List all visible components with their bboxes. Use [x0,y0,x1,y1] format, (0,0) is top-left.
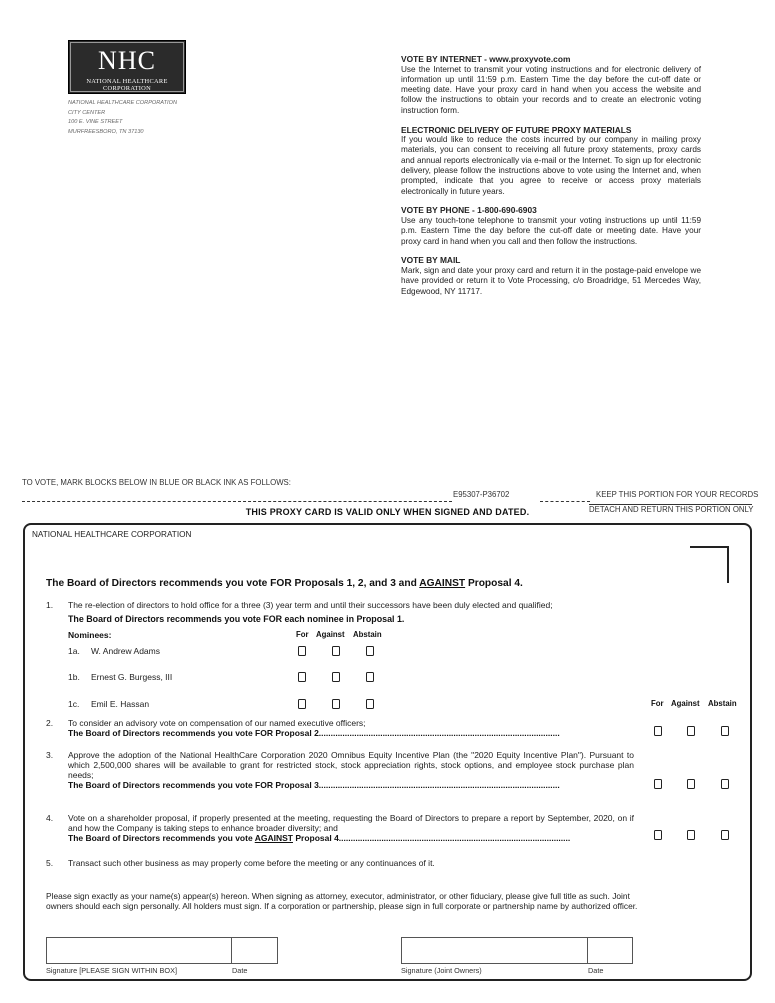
address-line: NATIONAL HEALTHCARE CORPORATION [68,100,177,106]
proposal-4-number: 4. [46,813,54,823]
right-col-against: Against [671,699,700,708]
address-line: MURFREESBORO, TN 37130 [68,128,144,135]
p4-rec-post: Proposal 4.................................................................................................. [292,833,571,843]
col-abstain: Abstain [353,630,382,639]
logo-main-text: NHC [98,46,156,75]
proposal-2-number: 2. [46,718,54,728]
headline-against: AGAINST [419,578,466,589]
logo-sub-text: NATIONAL HEALTHCARE CORPORATION [86,78,168,92]
corner-mark [690,546,729,583]
voting-instructions [401,54,701,305]
address-line: 100 E. VINE STREET [68,119,123,126]
proposal-2-for-checkbox[interactable] [654,726,662,736]
col-against: Against [316,630,345,639]
proposal-2-recommendation: The Board of Directors recommends you vote FOR Proposal 2...................................................................................................... [68,728,560,738]
proposal-3-recommendation: The Board of Directors recommends you vote FOR Proposal 3...................................................................................................... [68,780,560,790]
proposal-4-text: Vote on a shareholder proposal, if properly presented at the meeting, requesting the Board of Directors to prepare a report by September, 2020, on if and how the Company is taking steps to enhance broader diversity; and [68,813,634,834]
proposal-1-number: 1. [46,600,54,610]
vote-by-phone [401,205,701,246]
proposal-3-number: 3. [46,750,54,760]
right-col-for: For [651,699,664,708]
board-recommendation [46,578,523,589]
p4-rec-against: AGAINST [254,833,293,843]
instruction-title: VOTE BY INTERNET - www.proxyvote.com [401,54,571,64]
instruction-text: If you would like to reduce the costs incurred by our company in mailing proxy materials, you can consent to receiving all future proxy statements, proxy cards and annual reports electronically via e-mail or the Internet. To sign up for electronic delivery, please follow the instructions above to vote using the Internet and, when prompted, indicate that you agree to receive or access proxy materials electronically in future years. [401,135,701,196]
nominee-name: Ernest G. Burgess, III [91,672,173,682]
electronic-delivery [401,125,701,197]
nominee-name: Emil E. Hassan [91,699,150,709]
nominee-1c-for-checkbox[interactable] [298,699,306,709]
joint-signature-label: Signature (Joint Owners) [401,966,482,975]
proposal-4-recommendation [68,833,634,843]
instruction-title: VOTE BY MAIL [401,255,461,266]
proposal-2-abstain-checkbox[interactable] [721,726,729,736]
proposal-3-against-checkbox[interactable] [687,779,695,789]
nominee-1a-against-checkbox[interactable] [332,646,340,656]
instruction-text: Mark, sign and date your proxy card and return it in the postage-paid envelope we have provided or return it to Vote Processing, c/o Broadridge, 51 Mercedes Way, Edgewood, NY 11717. [401,266,701,296]
nominee-1c-against-checkbox[interactable] [332,699,340,709]
detach-portion-label: DETACH AND RETURN THIS PORTION ONLY [589,505,754,514]
nominee-1b-abstain-checkbox[interactable] [366,672,374,682]
nominee-1a-for-checkbox[interactable] [298,646,306,656]
instruction-title: VOTE BY PHONE - 1-800-690-6903 [401,205,537,216]
proposal-3-abstain-checkbox[interactable] [721,779,729,789]
joint-date-box[interactable] [587,937,633,964]
instruction-text: Use the Internet to transmit your voting instructions and for electronic delivery of information up until 11:59 p.m. Eastern Time the day before the cut-off date or meeting date. Have your proxy card in hand when you access the website and follow the instructions to obtain your records and to create an electronic voting instruction form. [401,64,701,115]
detach-dashed-line-right [540,501,590,502]
nominee-name: W. Andrew Adams [91,646,160,656]
proposal-4-abstain-checkbox[interactable] [721,830,729,840]
nominee-id: 1c. [68,699,80,709]
control-code: E95307-P36702 [453,490,510,499]
joint-date-label: Date [588,966,604,975]
instruction-title: ELECTRONIC DELIVERY OF FUTURE PROXY MATERIALS [401,124,632,135]
nominees-label: Nominees: [68,630,112,640]
nominee-1b-against-checkbox[interactable] [332,672,340,682]
headline-pre: The Board of Directors recommends you vote FOR Proposals 1, 2, and 3 and [46,578,420,589]
detach-dashed-line [22,501,452,502]
valid-notice [0,507,775,517]
proposal-1-recommendation: The Board of Directors recommends you vote FOR each nominee in Proposal 1. [68,614,405,624]
instruction-text: Use any touch-tone telephone to transmit your voting instructions up until 11:59 p.m. Eastern Time the day before the cut-off date or meeting date. Have your proxy card in hand when you call and then follow the instructions. [401,216,701,246]
card-company-name: NATIONAL HEALTHCARE CORPORATION [32,530,192,539]
proposal-2-text: To consider an advisory vote on compensation of our named executive officers; [68,718,366,728]
return-address [68,99,177,137]
proposal-2-against-checkbox[interactable] [687,726,695,736]
proposal-3-text: Approve the adoption of the National HealthCare Corporation 2020 Omnibus Equity Incentive Plan (the "2020 Equity Incentive Plan"). Pursuant to which 2,500,000 shares will be available to grant for restricted stock, stock appreciation rights, stock options, and employee stock purchase plan needs; [68,750,634,781]
keep-portion-label: KEEP THIS PORTION FOR YOUR RECORDS [596,490,759,499]
proposal-5-text: Transact such other business as may properly come before the meeting or any continuances of it. [68,858,435,868]
signing-instructions: Please sign exactly as your name(s) appear(s) hereon. When signing as attorney, executor, administrator, or other fiduciary, please give full title as such. Joint owners should each sign personally. All holders must sign. If a corporation or partnership, please sign in full corporate or partnership name by authorized officer. [46,891,638,912]
nominee-1a-abstain-checkbox[interactable] [366,646,374,656]
proposal-3-for-checkbox[interactable] [654,779,662,789]
nominee-1c-abstain-checkbox[interactable] [366,699,374,709]
vote-by-internet [401,54,701,116]
proposal-4-for-checkbox[interactable] [654,830,662,840]
right-col-abstain: Abstain [708,699,737,708]
mark-instruction: TO VOTE, MARK BLOCKS BELOW IN BLUE OR BLACK INK AS FOLLOWS: [22,478,291,487]
date-box[interactable] [231,937,278,964]
nominee-id: 1b. [68,672,80,682]
signature-box[interactable] [46,937,232,964]
headline-post: Proposal 4. [465,578,523,589]
joint-signature-box[interactable] [401,937,588,964]
vote-by-mail [401,255,701,296]
proposal-1-text: The re-election of directors to hold office for a three (3) year term and until their successors have been duly elected and qualified; [68,600,553,610]
valid-notice-text: THIS PROXY CARD IS VALID ONLY WHEN SIGNED AND DATED. [245,507,530,517]
company-logo [68,40,186,94]
col-for: For [296,630,309,639]
nominee-id: 1a. [68,646,80,656]
proposal-4-against-checkbox[interactable] [687,830,695,840]
proposal-5-number: 5. [46,858,54,868]
signature-label: Signature [PLEASE SIGN WITHIN BOX] [46,966,177,975]
p4-rec-pre: The Board of Directors recommends you vote [68,833,255,843]
date-label: Date [232,966,248,975]
nominee-1b-for-checkbox[interactable] [298,672,306,682]
address-line: CITY CENTER [68,109,106,116]
